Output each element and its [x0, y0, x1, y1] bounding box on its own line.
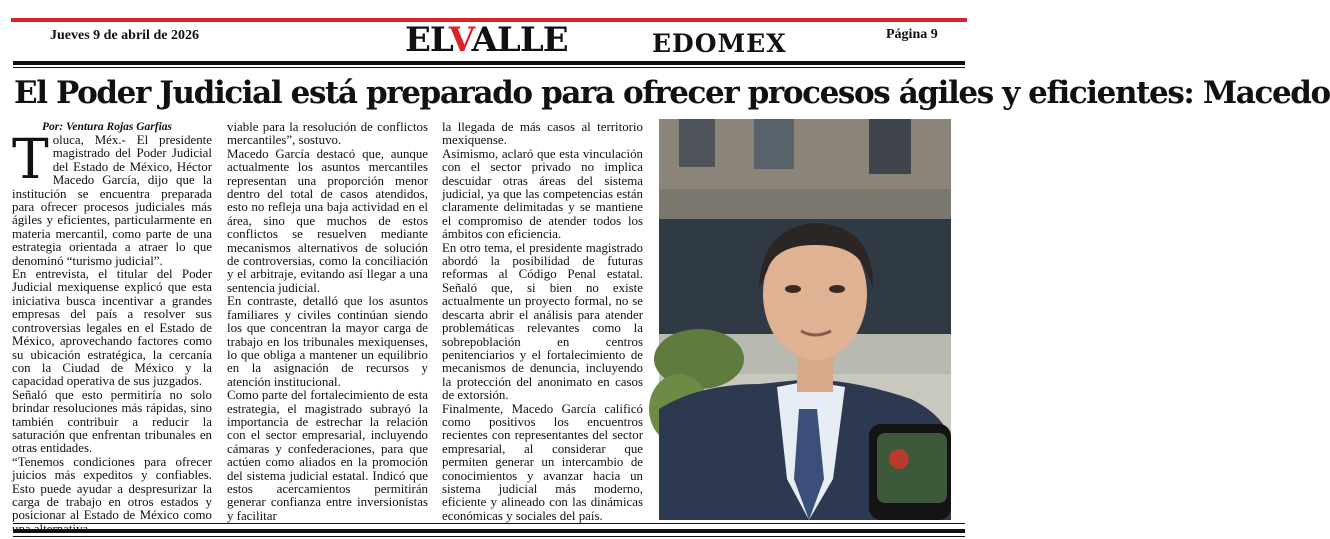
paragraph: Señaló que esto permitiría no solo brindar resoluciones más rápidas, sino también contribuir a reducir la saturación que enfrentan tribunales en otras entidades.	[12, 387, 212, 456]
masthead-divider	[13, 61, 965, 65]
paragraph: En contraste, detalló que los asuntos familiares y civiles continúan siendo los que concentran la mayor carga de trabajo en los tribunales mexiquenses, lo que obliga a mantener un equilibrio en la asignación de recursos y atención institucional.	[227, 294, 428, 389]
footer-rule-thick	[13, 529, 965, 533]
footer-rule-thin	[13, 536, 965, 537]
article-photo	[659, 119, 951, 520]
paragraph: la llegada de más casos al territorio mexiquense.	[442, 120, 643, 148]
article-column-1	[12, 121, 212, 536]
issue-date: Jueves 9 de abril de 2026	[50, 28, 199, 43]
paragraph: Macedo García destacó que, aunque actualmente los asuntos mercantiles representan una proporción menor dentro del total de casos atendidos, esto no refleja una baja actividad en el área, sino que muchos de estos conflictos se resuelven mediante mecanismos alternativos de solución de controversias, como la conciliación y el arbitraje, evitando así llegar a una sentencia judicial.	[227, 146, 428, 295]
photo-illustration	[659, 119, 951, 520]
paragraph: En entrevista, el titular del Poder Judicial mexiquense explicó que esta iniciativa busca incentivar a grandes empresas del país a resolver sus controversias legales en el Estado de México, aprovechando factores como su ubicación estratégica, la cercanía con la Ciudad de México y la capacidad operativa de sus juzgados.	[12, 267, 212, 389]
headline: El Poder Judicial está preparado para ofrecer procesos ágiles y eficientes: Macedo	[14, 75, 1330, 111]
masthead-divider-thin	[13, 67, 965, 68]
article-column-3	[442, 121, 643, 523]
byline: Por: Ventura Rojas Garfias	[42, 121, 173, 133]
page-number: Página 9	[886, 27, 938, 42]
paragraph: “Tenemos condiciones para ofrecer juicios más expeditos y confiables. Esto puede ayudar a despresurizar la carga de trabajo en otros estados y posicionar al Estado de México como	[12, 454, 212, 523]
paragraph: En otro tema, el presidente magistrado abordó la posibilidad de futuras reformas al Código Penal estatal. Señaló que, si bien no existe actualmente un proyecto formal, no se descarta abrir el análisis para atender problemáticas relevantes como la sobrepoblación en centros penitenciarios y el fortalecimiento de mecanismos de denuncia, incluyendo la protección del anonimato en casos de extorsión.	[442, 240, 643, 403]
paragraph: Como parte del fortalecimiento de esta estrategia, el magistrado subrayó la importancia de estrechar la relación con el sector empresarial, incluyendo cámaras y confederaciones, para que actúen como aliados en la promoción del sistema judicial estatal. Indicó que estos acercamientos permitirán generar confianza entre inversionistas y facilitar	[227, 388, 428, 523]
paragraph: Asimismo, aclaró que esta vinculación con el sector privado no implica descuidar otras áreas del sistema judicial, ya que las competencias están claramente delimitadas y se mantiene el compromiso de atender todos los ámbitos con eficiencia.	[442, 146, 643, 242]
newspaper-logo: ELVALLE	[405, 20, 568, 60]
article-column-2	[227, 121, 428, 523]
paragraph: oluca, Méx.- El presidente magistrado del Poder Judicial del Estado de México, Héctor Macedo García, dijo que la institución se encuentra preparada para ofrecer procesos judiciales más ágiles y eficientes, particularmente en materia mercantil, como parte de una estrategia orientada a atraer lo que denominó “turismo judicial”.	[12, 133, 212, 268]
drop-cap: T	[12, 127, 49, 191]
footer-rule	[13, 523, 965, 524]
paragraph: viable para la resolución de conflictos mercantiles”, sostuvo.	[227, 120, 428, 148]
section-title: EDOMEX	[652, 29, 787, 58]
paragraph: Finalmente, Macedo García calificó como positivos los encuentros recientes con representantes del sector empresarial, al considerar que permiten generar un intercambio de conocimientos y avanzar hacia un sistema judicial más moderno, eficiente y alineado con las dinámicas económicas y sociales del país.	[442, 401, 643, 523]
